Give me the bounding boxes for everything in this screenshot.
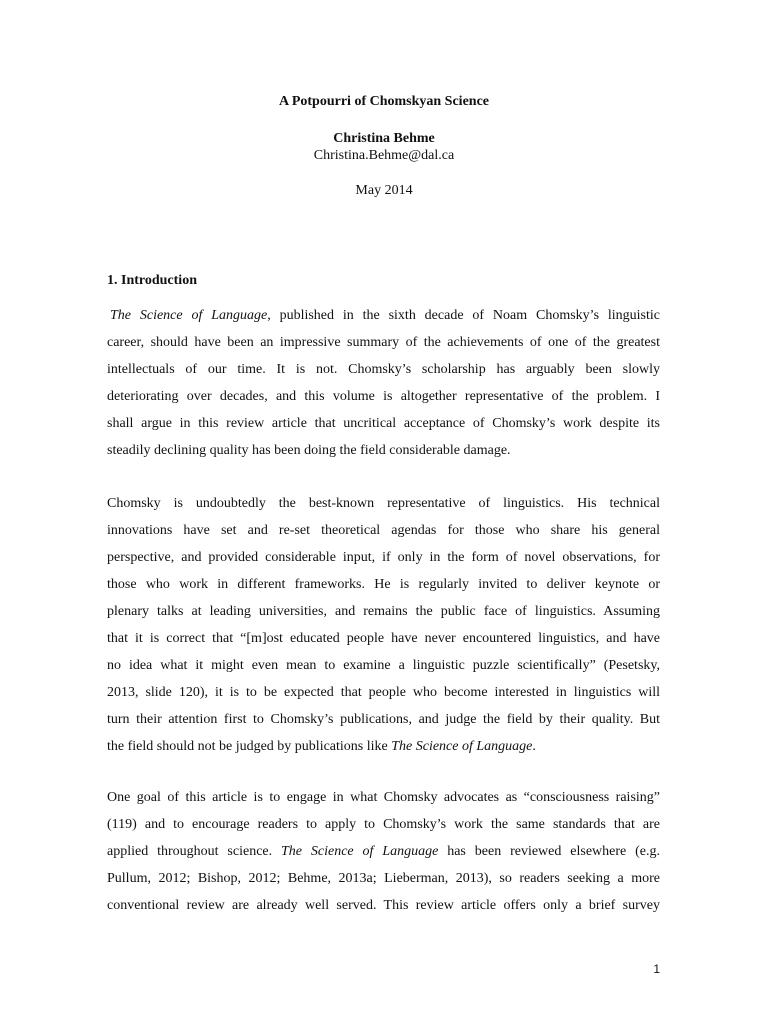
paper-title: A Potpourri of Chomskyan Science bbox=[279, 94, 489, 109]
paragraph-line bbox=[107, 733, 660, 760]
paragraph-line: those who work in different frameworks. He is regularly invited to deliver keynote or bbox=[107, 577, 660, 592]
paragraph-3 bbox=[107, 784, 660, 919]
book-title-italic: The Science of Language bbox=[281, 844, 439, 859]
paragraph-line: shall argue in this review article that uncritical acceptance of Chomsky’s work despite its bbox=[107, 416, 660, 431]
paragraph-2 bbox=[107, 490, 660, 760]
publication-date: May 2014 bbox=[355, 183, 413, 198]
paragraph-line: innovations have set and re-set theoretical agendas for those who share his general bbox=[107, 523, 660, 538]
author-email: Christina.Behme@dal.ca bbox=[313, 148, 455, 163]
book-title-italic: The Science of Language bbox=[391, 739, 533, 754]
line-text: , published in the sixth decade of Noam Chomsky’s linguistic bbox=[267, 308, 660, 323]
paragraph-line: conventional review are already well served. This review article offers only a brief survey bbox=[107, 898, 660, 913]
paragraph-line: steadily declining quality has been doing the field considerable damage. bbox=[107, 443, 511, 458]
author-name: Christina Behme bbox=[333, 131, 435, 146]
paragraph-line: intellectuals of our time. It is not. Chomsky’s scholarship has arguably been slowly bbox=[107, 362, 660, 377]
line-text: the field should not be judged by publications like bbox=[107, 739, 392, 754]
paragraph-line: turn their attention first to Chomsky’s publications, and judge the field by their quality. But bbox=[107, 712, 660, 727]
paragraph-line: that it is correct that “[m]ost educated people have never encountered linguistics, and have bbox=[107, 631, 660, 646]
paragraph-1 bbox=[107, 302, 660, 464]
line-text: applied throughout science. bbox=[107, 844, 282, 859]
line-text: has been reviewed elsewhere (e.g. bbox=[438, 844, 661, 859]
page-number: 1 bbox=[653, 962, 660, 976]
paragraph-line: no idea what it might even mean to examine a linguistic puzzle scientifically” (Pesetsky, bbox=[107, 658, 660, 673]
paragraph-line: (119) and to encourage readers to apply to Chomsky’s work the same standards that are bbox=[107, 817, 660, 832]
paragraph-line: 2013, slide 120), it is to be expected that people who become interested in linguistics will bbox=[107, 685, 660, 700]
paragraph-line: perspective, and provided considerable input, if only in the form of novel observations, for bbox=[107, 550, 660, 565]
paragraph-line: Pullum, 2012; Bishop, 2012; Behme, 2013a; Lieberman, 2013), so readers seeking a more bbox=[107, 871, 660, 886]
paragraph-line: plenary talks at leading universities, and remains the public face of linguistics. Assuming bbox=[107, 604, 660, 619]
paragraph-line: One goal of this article is to engage in what Chomsky advocates as “consciousness raising” bbox=[107, 790, 660, 805]
paragraph-line: Chomsky is undoubtedly the best-known representative of linguistics. His technical bbox=[107, 496, 660, 511]
section-heading: 1. Introduction bbox=[107, 273, 197, 288]
line-text: . bbox=[532, 739, 536, 754]
paragraph-line bbox=[107, 302, 660, 329]
book-title-italic: The Science of Language bbox=[110, 308, 268, 323]
paragraph-line: deteriorating over decades, and this volume is altogether representative of the problem. I bbox=[107, 389, 660, 404]
paragraph-line bbox=[107, 838, 660, 865]
paragraph-line: career, should have been an impressive summary of the achievements of one of the greatest bbox=[107, 335, 660, 350]
